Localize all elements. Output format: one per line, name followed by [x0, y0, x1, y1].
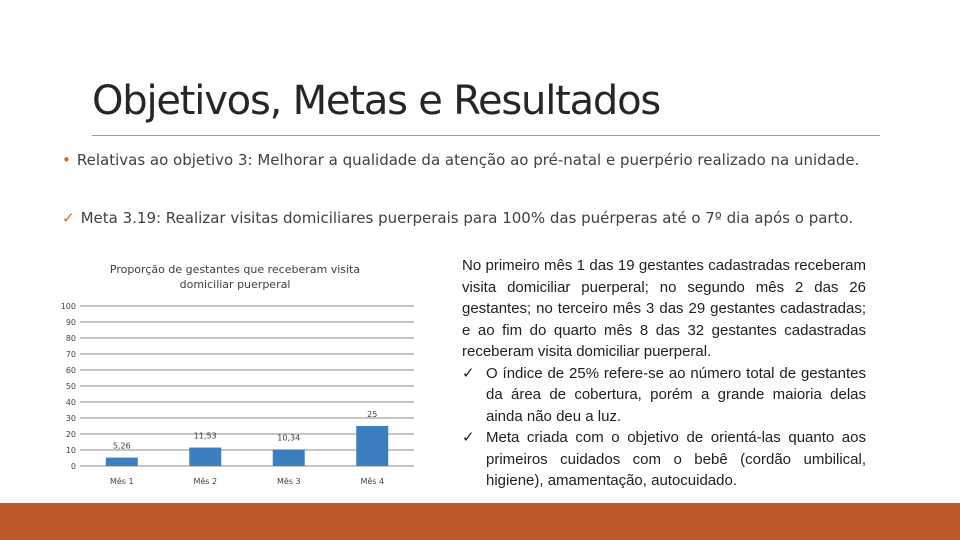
bar-value-label: 10,34 [277, 433, 301, 443]
x-tick-label: Mês 3 [276, 477, 301, 486]
y-tick-label: 100 [60, 302, 76, 311]
bar [356, 426, 388, 466]
results-intro: No primeiro mês 1 das 19 gestantes cadastradas receberam visita domiciliar puerperal; no segundo mês 2 das 26 gestantes; no terceiro mês 3 das 29 gestantes cadastradas; e ao fim do quarto mês 8 das 32 gestantes cadastradas receberam visita domiciliar puerperal. [462, 257, 866, 360]
results-item-1 [462, 363, 866, 428]
bar-chart [50, 255, 420, 499]
y-tick-label: 70 [65, 350, 76, 359]
bullet-objective [62, 150, 890, 170]
x-tick-label: Mês 2 [193, 477, 218, 486]
bullet-meta-text: Meta 3.19: Realizar visitas domiciliares puerperais para 100% das puérperas até o 7º dia após o parto. [80, 209, 854, 227]
y-tick-label: 40 [65, 398, 76, 407]
slide-title: Objetivos, Metas e Resultados [92, 78, 661, 124]
checkmark-icon: ✓ [462, 429, 475, 446]
results-item-2 [462, 427, 866, 492]
results-item-2-text: Meta criada com o objetivo de orientá-las quanto aos primeiros cuidados com o bebê (cordão umbilical, higiene), amamentação, autocuidado. [486, 429, 866, 489]
chart-title-line-2: domiciliar puerperal [179, 278, 291, 291]
chart-title-line-1: Proporção de gestantes que receberam visita [109, 263, 361, 276]
bar [273, 449, 305, 466]
bullet-meta [62, 208, 890, 228]
bar-chart-svg [50, 255, 420, 495]
bullet-objective-text: Relativas ao objetivo 3: Melhorar a qualidade da atenção ao pré-natal e puerpério realizado na unidade. [76, 151, 860, 169]
checkmark-icon: ✓ [462, 364, 475, 382]
footer-accent-bar [0, 503, 960, 540]
x-tick-label: Mês 1 [109, 477, 134, 486]
results-item-1-text: O índice de 25% refere-se ao número total de gestantes da área de cobertura, porém a grande maioria delas ainda não deu a luz. [486, 364, 866, 425]
y-tick-label: 90 [65, 318, 76, 327]
y-tick-label: 10 [65, 446, 76, 455]
y-tick-label: 60 [65, 366, 76, 375]
y-tick-label: 20 [65, 430, 76, 439]
bar-value-label: 11,53 [193, 431, 217, 441]
bar-value-label: 25 [367, 410, 378, 419]
y-tick-label: 0 [70, 462, 76, 471]
bar [106, 458, 138, 466]
bar-value-label: 5,26 [112, 441, 131, 451]
bullet-dot-icon: • [62, 151, 71, 169]
x-tick-label: Mês 4 [360, 477, 385, 486]
bar [189, 448, 221, 466]
checkmark-icon: ✓ [62, 209, 75, 227]
title-divider [92, 135, 880, 136]
y-tick-label: 50 [65, 382, 76, 391]
y-tick-label: 80 [65, 334, 76, 343]
y-tick-label: 30 [65, 414, 76, 423]
results-text [462, 255, 866, 492]
